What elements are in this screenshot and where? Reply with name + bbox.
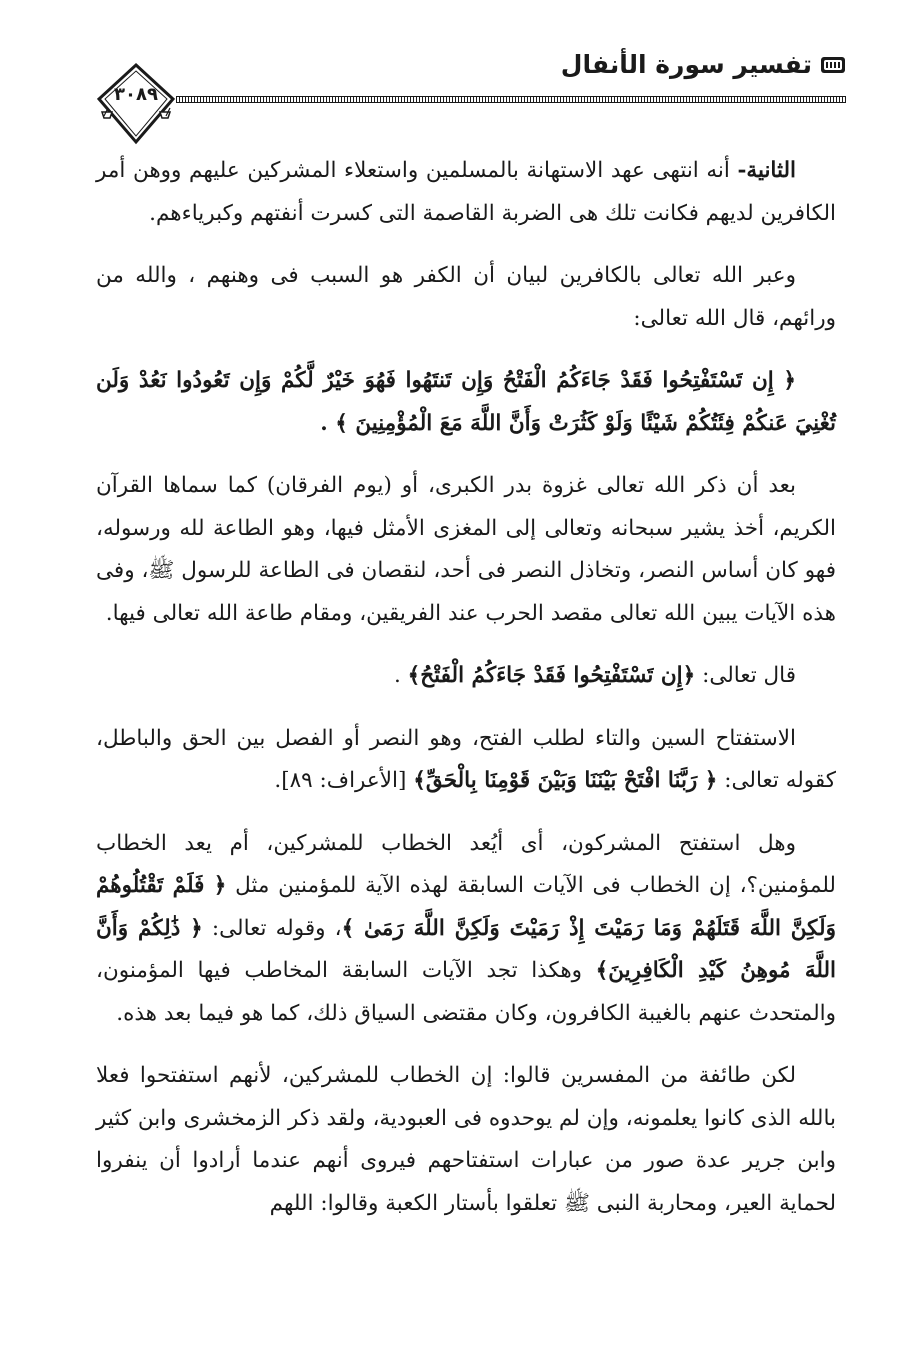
- paragraph-1: [96, 150, 836, 235]
- paragraph-text: قال تعالى:: [695, 663, 796, 688]
- page-number: ٣٠٨٩: [114, 84, 158, 105]
- paragraph-2: [96, 255, 836, 340]
- quran-verse-block: [96, 360, 836, 445]
- paragraph-text: أنه انتهى عهد الاستهانة بالمسلمين واستعلاء المشركين عليهم ووهن أمر الكافرين لديهم فكانت تلك هى الضربة القاصمة التى كسرت أنفتهم وكبرياءهم.: [96, 158, 836, 226]
- paragraph-4: [96, 465, 836, 635]
- paragraph-text: الاستفتاح السين والتاء لطلب الفتح، وهو النصر أو الفصل بين الحق والباطل، كقوله تعالى:: [96, 725, 836, 793]
- paragraph-6: [96, 718, 836, 803]
- paragraph-7: [96, 823, 836, 1036]
- paragraph-text: وهل استفتح المشركون، أى أيُعد الخطاب للمشركين، أم يعد الخطاب للمؤمنين؟، إن الخطاب فى الآيات السابقة لهذه الآية للمؤمنين مثل: [96, 830, 836, 898]
- paragraph-text-after-2: وهكذا تجد الآيات السابقة المخاطب فيها المؤمنون، والمتحدث عنهم بالغيبة الكافرون، وكان مقتضى السياق ذلك، كما هو فيما بعد هذه.: [96, 958, 836, 1026]
- paragraph-text: وعبر الله تعالى بالكافرين لبيان أن الكفر هو السبب فى وهنهم ، والله من ورائهم، قال الله تعالى:: [96, 263, 836, 331]
- paragraph-text-after: .: [394, 663, 408, 688]
- paragraph-text: لكن طائفة من المفسرين قالوا: إن الخطاب للمشركين، لأنهم استفتحوا فعلا بالله الذى كانوا يعلمونه، وإن لم يوحدوه فى العبودية، ولقد ذكر الزمخشرى وابن كثير وابن جرير عدة صور من عبارات استفتاحهم فيروى أنهم عندما أرادوا أن ينفروا لحماية العير، ومحاربة النبى ﷺ تعلقوا بأستار الكعبة وقالوا: اللهم: [96, 1063, 836, 1216]
- quran-quote: ﴿ رَبَّنَا افْتَحْ بَيْنَنَا وَبَيْنَ قَوْمِنَا بِالْحَقِّ﴾: [413, 768, 718, 793]
- paragraph-5: [96, 655, 836, 698]
- running-title-text: تفسير سورة الأنفال: [560, 50, 812, 79]
- paragraph-text: بعد أن ذكر الله تعالى غزوة بدر الكبرى، أو (يوم الفرقان) كما سماها القرآن الكريم، أخذ يشير سبحانه وتعالى إلى المغزى الأمثل فيها، وهو الطاعة لله ورسوله، فهو كان أساس النصر، وتخاذل النصر فى أحد، لنقصان فى الطاعة للرسول ﷺ، وفى هذه الآيات يبين الله تعالى مقصد الحرب عند الفريقين، ومقام طاعة الله تعالى فيها.: [96, 473, 836, 626]
- paragraph-lead: الثانية-: [737, 158, 796, 183]
- paragraph-text-after: [الأعراف: ٨٩].: [274, 768, 414, 793]
- running-title: [561, 50, 846, 79]
- page-header: [96, 44, 846, 144]
- quran-quote: ﴿ فَلَمْ تَقْتُلُوهُمْ وَلَكِنَّ اللَّهَ قَتَلَهُمْ وَمَا رَمَيْتَ إِذْ رَمَيْتَ وَلَكِنَّ اللَّهَ رَمَىٰ ﴾: [96, 873, 836, 941]
- ornament-icon: [820, 54, 846, 76]
- header-rule: [176, 96, 846, 103]
- paragraph-8: [96, 1055, 836, 1225]
- quran-verse: ﴿ إِن تَسْتَفْتِحُوا فَقَدْ جَاءَكُمُ الْفَتْحُ وَإِن تَنتَهُوا فَهُوَ خَيْرٌ لَّكُمْ وَإِن تَعُودُوا نَعُدْ وَلَن تُغْنِيَ عَنكُمْ فِئَتُكُمْ شَيْئًا وَلَوْ كَثُرَتْ وَأَنَّ اللَّهَ مَعَ الْمُؤْمِنِينَ ﴾ .: [96, 368, 836, 436]
- page-number-badge: [96, 62, 176, 146]
- quran-quote-2: ﴿ ذَٰلِكُمْ وَأَنَّ اللَّهَ مُوهِنُ كَيْدِ الْكَافِرِينَ﴾: [96, 915, 836, 983]
- paragraph-text-after: ، وقوله تعالى:: [202, 915, 342, 941]
- quran-quote: ﴿إِن تَسْتَفْتِحُوا فَقَدْ جَاءَكُمُ الْفَتْحُ﴾: [407, 663, 696, 688]
- body-text: [96, 150, 836, 1245]
